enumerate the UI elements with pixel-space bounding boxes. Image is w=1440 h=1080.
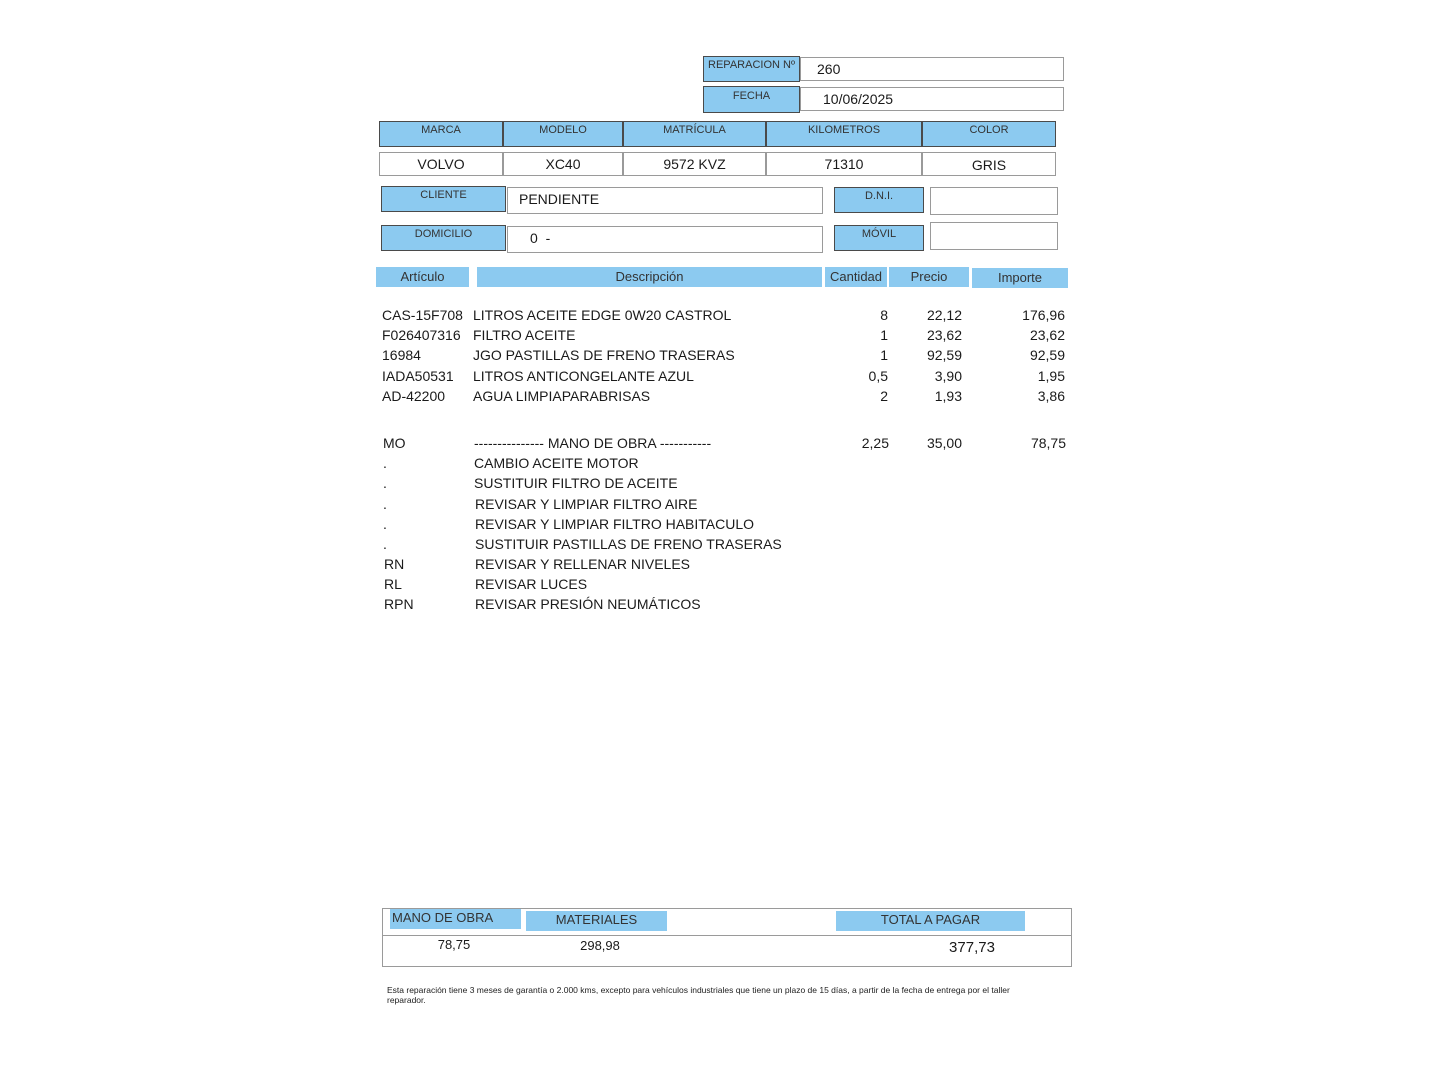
task-code: RPN	[384, 596, 414, 612]
task-code: .	[383, 536, 387, 552]
vehicle-color: GRIS	[922, 152, 1056, 176]
labor-amount: 78,75	[1030, 435, 1066, 451]
item-amount: 92,59	[1029, 347, 1065, 363]
item-quantity: 2	[880, 388, 888, 404]
task-description: SUSTITUIR PASTILLAS DE FRENO TRASERAS	[475, 536, 782, 552]
item-price: 23,62	[926, 327, 962, 343]
client-label: CLIENTE	[381, 186, 506, 212]
totals-total-label: TOTAL A PAGAR	[836, 911, 1025, 931]
dni-label: D.N.I.	[834, 187, 924, 213]
column-header-price: Precio	[889, 267, 969, 287]
task-row	[376, 496, 876, 516]
task-description: REVISAR LUCES	[475, 576, 588, 592]
client-field	[507, 187, 823, 214]
vehicle-header-plate: MATRÍCULA	[623, 121, 766, 147]
item-article: IADA50531	[382, 368, 454, 384]
totals-materials-value: 298,98	[580, 938, 620, 953]
task-row	[376, 556, 876, 576]
task-code: .	[383, 475, 387, 491]
vehicle-model: XC40	[503, 152, 623, 176]
totals-total-value: 377,73	[949, 939, 995, 956]
item-quantity: 8	[880, 307, 888, 323]
item-description: AGUA LIMPIAPARABRISAS	[473, 388, 651, 404]
item-quantity: 0,5	[868, 368, 888, 384]
column-header-amount: Importe	[972, 268, 1068, 288]
vehicle-brand: VOLVO	[379, 152, 503, 176]
date-label: FECHA	[703, 86, 800, 113]
address-value: 0 -	[530, 230, 551, 246]
repair-number-field	[800, 57, 1064, 81]
task-code: .	[383, 496, 387, 512]
warranty-note: Esta reparación tiene 3 meses de garantía o 2.000 kms, excepto para vehículos industriales que tiene un plazo de 15 días, a partir de la fecha de entrega por el taller reparador.	[387, 985, 1010, 1005]
item-quantity: 1	[880, 327, 888, 343]
task-description: REVISAR PRESIÓN NEUMÁTICOS	[475, 596, 701, 612]
item-price: 22,12	[926, 307, 962, 323]
item-description: JGO PASTILLAS DE FRENO TRASERAS	[473, 347, 735, 363]
item-description: LITROS ANTICONGELANTE AZUL	[473, 368, 694, 384]
dni-field	[930, 187, 1058, 215]
task-row	[376, 455, 876, 475]
column-header-article: Artículo	[376, 267, 469, 287]
table-row	[376, 307, 1076, 327]
totals-divider	[383, 935, 1071, 936]
item-article: F026407316	[382, 327, 461, 343]
task-description: REVISAR Y LIMPIAR FILTRO HABITACULO	[475, 516, 755, 532]
address-field	[507, 226, 823, 253]
table-row	[376, 388, 1076, 408]
labor-row	[376, 435, 1076, 455]
vehicle-km: 71310	[766, 152, 922, 176]
task-description: CAMBIO ACEITE MOTOR	[474, 455, 639, 471]
totals-labor-value: 78,75	[437, 937, 471, 952]
mobile-label: MÓVIL	[834, 225, 924, 251]
task-code: .	[383, 455, 387, 471]
item-quantity: 1	[880, 347, 888, 363]
task-description: REVISAR Y LIMPIAR FILTRO AIRE	[475, 496, 698, 512]
labor-article: MO	[383, 435, 406, 451]
table-row	[376, 347, 1076, 367]
item-description: LITROS ACEITE EDGE 0W20 CASTROL	[473, 307, 732, 323]
task-description: REVISAR Y RELLENAR NIVELES	[475, 556, 691, 572]
date-field	[800, 87, 1064, 111]
vehicle-header-color: COLOR	[922, 121, 1056, 147]
task-row	[376, 596, 876, 616]
item-article: 16984	[382, 347, 421, 363]
table-row	[376, 368, 1076, 388]
task-row	[376, 475, 876, 495]
table-row	[376, 327, 1076, 347]
task-code: RL	[384, 576, 402, 592]
repair-number-label: REPARACION Nº	[703, 56, 800, 82]
mobile-field	[930, 222, 1058, 250]
vehicle-header-brand: MARCA	[379, 121, 503, 147]
item-article: AD-42200	[382, 388, 446, 404]
task-code: RN	[384, 556, 405, 572]
item-price: 1,93	[934, 388, 962, 404]
item-amount: 176,96	[1022, 307, 1065, 323]
date-value: 10/06/2025	[823, 91, 894, 107]
repair-number-value: 260	[817, 61, 841, 77]
totals-materials-label: MATERIALES	[526, 911, 667, 931]
item-amount: 1,95	[1037, 368, 1065, 384]
labor-description: --------------- MANO DE OBRA -----------	[474, 435, 712, 451]
item-amount: 23,62	[1029, 327, 1065, 343]
column-header-quantity: Cantidad	[825, 267, 887, 287]
labor-price: 35,00	[926, 435, 962, 451]
client-value: PENDIENTE	[519, 191, 600, 207]
vehicle-plate: 9572 KVZ	[623, 152, 766, 176]
vehicle-header-km: KILOMETROS	[766, 121, 922, 147]
item-amount: 3,86	[1037, 388, 1065, 404]
item-description: FILTRO ACEITE	[473, 327, 576, 343]
item-article: CAS-15F708	[382, 307, 463, 323]
item-price: 3,90	[934, 368, 962, 384]
task-code: .	[383, 516, 387, 532]
totals-labor-label: MANO DE OBRA	[390, 909, 521, 929]
item-price: 92,59	[926, 347, 962, 363]
task-description: SUSTITUIR FILTRO DE ACEITE	[474, 475, 678, 491]
labor-quantity: 2,25	[861, 435, 889, 451]
address-label: DOMICILIO	[381, 225, 506, 251]
task-row	[376, 516, 876, 536]
task-row	[376, 576, 876, 596]
column-header-description: Descripción	[477, 267, 822, 287]
task-row	[376, 536, 876, 556]
vehicle-header-model: MODELO	[503, 121, 623, 147]
